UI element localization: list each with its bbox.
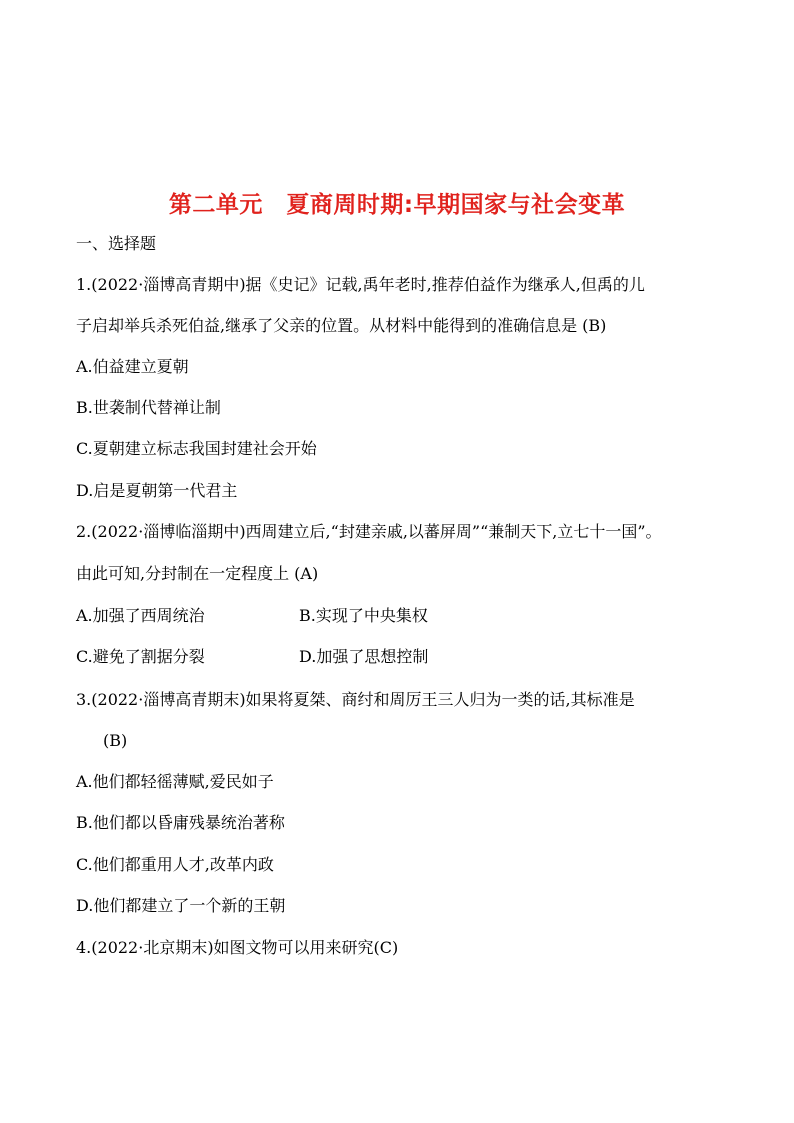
question-2-option-b: B.实现了中央集权 bbox=[299, 606, 428, 625]
question-1-option-c: C.夏朝建立标志我国封建社会开始 bbox=[76, 439, 317, 458]
question-3-option-b: B.他们都以昏庸残暴统治著称 bbox=[76, 813, 285, 832]
page-title: 第二单元 夏商周时期:早期国家与社会变革 bbox=[168, 192, 626, 218]
question-2-option-d: D.加强了思想控制 bbox=[299, 647, 429, 666]
question-3-option-d: D.他们都建立了一个新的王朝 bbox=[76, 896, 286, 915]
question-2-option-a: A.加强了西周统治 bbox=[76, 606, 205, 625]
section-heading: 一、选择题 bbox=[76, 234, 157, 253]
question-2-line-2: 由此可知,分封制在一定程度上 (A) bbox=[76, 564, 319, 583]
question-3-line-1: 3.(2022·淄博高青期末)如果将夏桀、商纣和周厉王三人归为一类的话,其标准是 bbox=[76, 690, 635, 709]
question-3-option-c: C.他们都重用人才,改革内政 bbox=[76, 855, 274, 874]
question-2-option-c: C.避免了割据分裂 bbox=[76, 647, 205, 666]
question-1-line-2: 子启却举兵杀死伯益,继承了父亲的位置。从材料中能得到的准确信息是 (B) bbox=[76, 316, 607, 335]
question-1-option-a: A.伯益建立夏朝 bbox=[76, 357, 189, 376]
question-1-option-b: B.世袭制代替禅让制 bbox=[76, 398, 221, 417]
question-1-option-d: D.启是夏朝第一代君主 bbox=[76, 481, 238, 500]
question-3-line-2: (B) bbox=[103, 731, 128, 750]
question-1-line-1: 1.(2022·淄博高青期中)据《史记》记载,禹年老时,推荐伯益作为继承人,但禹的儿 bbox=[76, 275, 645, 294]
question-3-option-a: A.他们都轻徭薄赋,爱民如子 bbox=[76, 772, 274, 791]
question-2-line-1: 2.(2022·淄博临淄期中)西周建立后,“封建亲戚,以蕃屏周”“兼制天下,立七十一国”。 bbox=[76, 522, 662, 541]
question-4-line-1: 4.(2022·北京期末)如图文物可以用来研究(C) bbox=[76, 938, 399, 957]
